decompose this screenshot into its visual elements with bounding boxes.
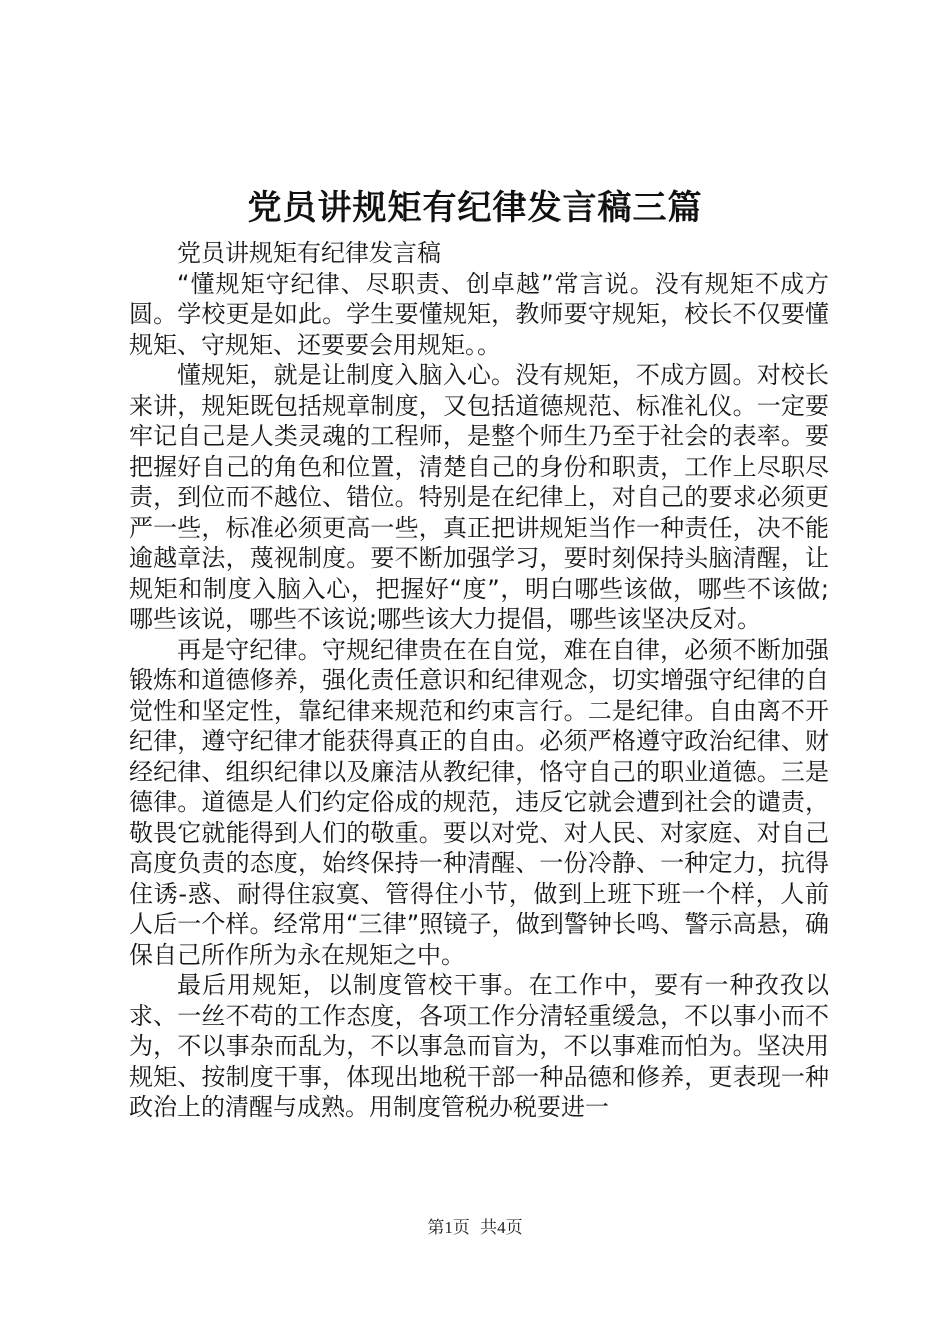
section-subheading: 党员讲规矩有纪律发言稿 [177,239,441,267]
document-title: 党员讲规矩有纪律发言稿三篇 [247,188,703,228]
paragraph-understand-rules: 懂规矩，就是让制度入脑入心。没有规矩，不成方圆。对校长来讲，规矩既包括规章制度，又包括道德规范、标准礼仪。一定要牢记自己是人类灵魂的工程师，是整个师生乃至于社会的表率。要把握好自己的角色和位置，清楚自己的身份和职责，工作上尽职尽责，到位而不越位、错位。特别是在纪律上，对自己的要求必须更严一些，标准必须更高一些，真正把讲规矩当作一种责任，决不能逾越章法，蔑视制度。要不断加强学习，要时刻保持头脑清醒，让规矩和制度入脑入心，把握好“度”，明白哪些该做，哪些不该做;哪些该说，哪些不该说;哪些该大力提倡，哪些该坚决反对。 [129,361,829,633]
paragraph-use-rules: 最后用规矩，以制度管校干事。在工作中，要有一种孜孜以求、一丝不苟的工作态度，各项工作分清轻重缓急，不以事小而不为，不以事杂而乱为，不以事急而盲为，不以事难而怕为。坚决用规矩、按制度干事，体现出地税干部一种品德和修养，更表现一种政治上的清醒与成熟。用制度管税办税要进一 [129,971,829,1121]
page-footer [0,1216,950,1240]
document-body [129,238,829,1123]
paragraph-keep-discipline: 再是守纪律。守规纪律贵在在自觉，难在自律，必须不断加强锻炼和道德修养，强化责任意识和纪律观念，切实增强守纪律的自觉性和坚定性，靠纪律来规范和约束言行。二是纪律。自由离不开纪律，遵守纪律才能获得真正的自由。必须严格遵守政治纪律、财经纪律、组织纪律以及廉洁从教纪律，恪守自己的职业道德。三是德律。道德是人们约定俗成的规范，违反它就会遭到社会的谴责，敬畏它就能得到人们的敬重。要以对党、对人民、对家庭、对自己高度负责的态度，始终保持一种清醒、一份冷静、一种定力，抗得住诱-惑、耐得住寂寞、管得住小节，做到上班下班一个样，人前人后一个样。经常用“三律”照镜子，做到警钟长鸣、警示高悬，确保自己所作所为永在规矩之中。 [129,635,829,969]
page-number-total: 共4页 [480,1218,523,1237]
page-number-current: 第1页 [427,1218,470,1237]
paragraph-intro: “懂规矩守纪律、尽职责、创卓越”常言说。没有规矩不成方圆。学校更是如此。学生要懂规矩，教师要守规矩，校长不仅要懂规矩、守规矩、还要要会用规矩。。 [129,269,829,359]
